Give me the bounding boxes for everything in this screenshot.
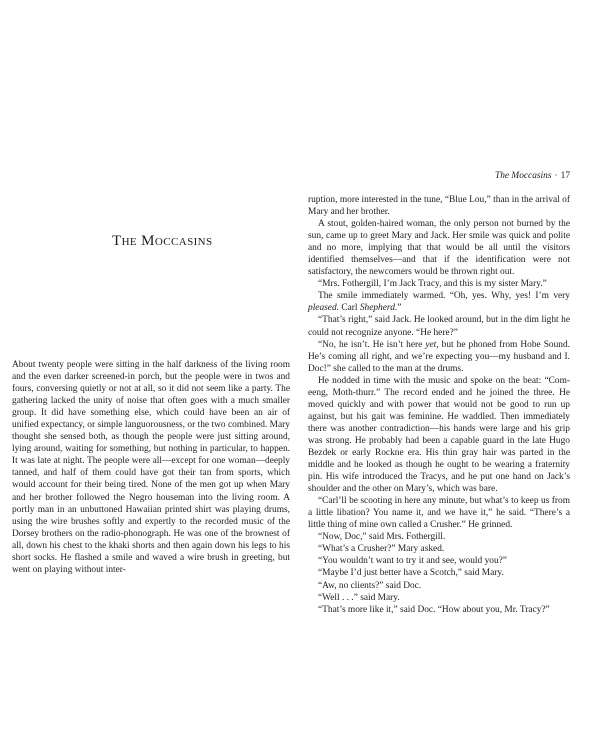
left-body-text — [12, 359, 290, 576]
text-run: “Carl’ll be scooting in here any minute, but what’s to keep us from a little libation? You name it, and we have it,” he said. “There’s a little thing of mine own called a Crusher.” He grinned. — [308, 496, 570, 531]
italic-text: yet — [425, 339, 437, 350]
body-paragraph — [308, 375, 570, 495]
text-run: He nodded in time with the music and spoke on the beat: “Com-eeng, Moth-thurr.” The record ended and he joined the three. He moved quickly and with power that would not be good to run up against, but his gait was feminine. He waddled. Then immediately there was another contradiction—his hands were large and his grip was strong. He probably had been a capable guard in the late Hugo Bezdek or early Rockne era. His thin gray hair was parted in the middle and he looked as though he ought to be wearing a fraternity pin. His wife introduced the Tracys, and he put one hand on Jack’s shoulder and the other on Mary’s, which was bare. — [308, 375, 570, 495]
running-title: The Moccasins — [494, 171, 552, 181]
right-page — [300, 0, 600, 750]
running-head-separator: · — [554, 171, 558, 181]
body-paragraph — [308, 580, 570, 592]
body-paragraph — [308, 567, 570, 579]
body-paragraph — [308, 592, 570, 604]
text-run: A stout, golden-haired woman, the only person not burned by the sun, came up to greet Mary and Jack. Her smile was quick and polite and no more, implying that that would be all until the visitors identified themselves—and that if the identification were not satisfactory, the newcomers would be thrown right out. — [308, 219, 570, 278]
body-paragraph — [308, 339, 570, 375]
text-run: “Now, Doc,” said Mrs. Fothergill. — [318, 532, 446, 543]
right-body-text — [308, 194, 570, 616]
body-paragraph — [308, 218, 570, 278]
body-paragraph — [308, 290, 570, 314]
text-run: “That’s right,” said Jack. He looked around, but in the dim light he could not recognize anyone. “He here?” — [308, 315, 570, 338]
text-run: Carl — [338, 303, 360, 314]
running-head — [495, 171, 570, 181]
text-run: “Aw, no clients?” said Doc. — [318, 580, 422, 591]
body-paragraph — [308, 604, 570, 616]
italic-text: Shepherd — [359, 303, 395, 314]
body-paragraph — [308, 531, 570, 543]
italic-text: pleased. — [308, 303, 339, 314]
body-paragraph — [308, 555, 570, 567]
text-run: .” — [394, 303, 402, 314]
body-paragraph — [308, 495, 570, 531]
text-run: “Maybe I’d just better have a Scotch,” said Mary. — [318, 568, 504, 579]
text-run: ruption, more interested in the tune, “Blue Lou,” than in the arrival of Mary and her brother. — [308, 195, 570, 218]
body-paragraph — [308, 278, 570, 290]
text-run: “That’s more like it,” said Doc. “How about you, Mr. Tracy?” — [318, 604, 550, 615]
page-number: 17 — [560, 171, 570, 181]
body-paragraph — [308, 314, 570, 338]
body-paragraph — [308, 543, 570, 555]
text-run: “Mrs. Fothergill, I’m Jack Tracy, and this is my sister Mary.” — [318, 279, 547, 290]
chapter-title: The Moccasins — [112, 233, 213, 249]
text-run: “Well . . .” said Mary. — [318, 592, 400, 603]
text-run: “You wouldn’t want to try it and see, would you?” — [318, 556, 507, 567]
body-paragraph — [308, 194, 570, 218]
text-run: The smile immediately warmed. “Oh, yes. Why, yes! I’m very — [318, 291, 570, 302]
body-paragraph: About twenty people were sitting in the half darkness of the living room and the even darker screened-in porch, but the people were in twos and fours, conversing quietly or not at all, so it did not seem like a party. The gathering lacked the unity of noise that often goes with a much smaller group. It did have something else, which could have been an air of unified expectancy, or simple languorousness, or the two combined. Mary thought she sensed both, as though the people were just sitting around, lying around, waiting for something, but nothing in particular, to happen. It was late at night. The people were all—except for one woman—deeply tanned, and half of them could have got their tan from sports, which would account for their being tired. None of the men got up when Mary and her brother followed the Negro houseman into the living room. A portly man in an unbuttoned Hawaiian printed shirt was playing drums, using the wire brushes softly and expertly to the recorded music of the Dorsey brothers on the radio-phonograph. He was one of the brownest of all, down his chest to the khaki shorts and then again down his legs to his short socks. He flashed a smile and waved a wire brush in greeting, but went on playing without inter- — [12, 360, 290, 575]
text-run: “What’s a Crusher?” Mary asked. — [318, 544, 445, 555]
text-run: , but he phoned from Hobe Sound. He’s coming all right, and we’re expecting you—my husband and I. Doc!” she called to the man at the drums. — [308, 339, 571, 374]
text-run: “No, he isn’t. He isn’t here — [318, 339, 426, 350]
